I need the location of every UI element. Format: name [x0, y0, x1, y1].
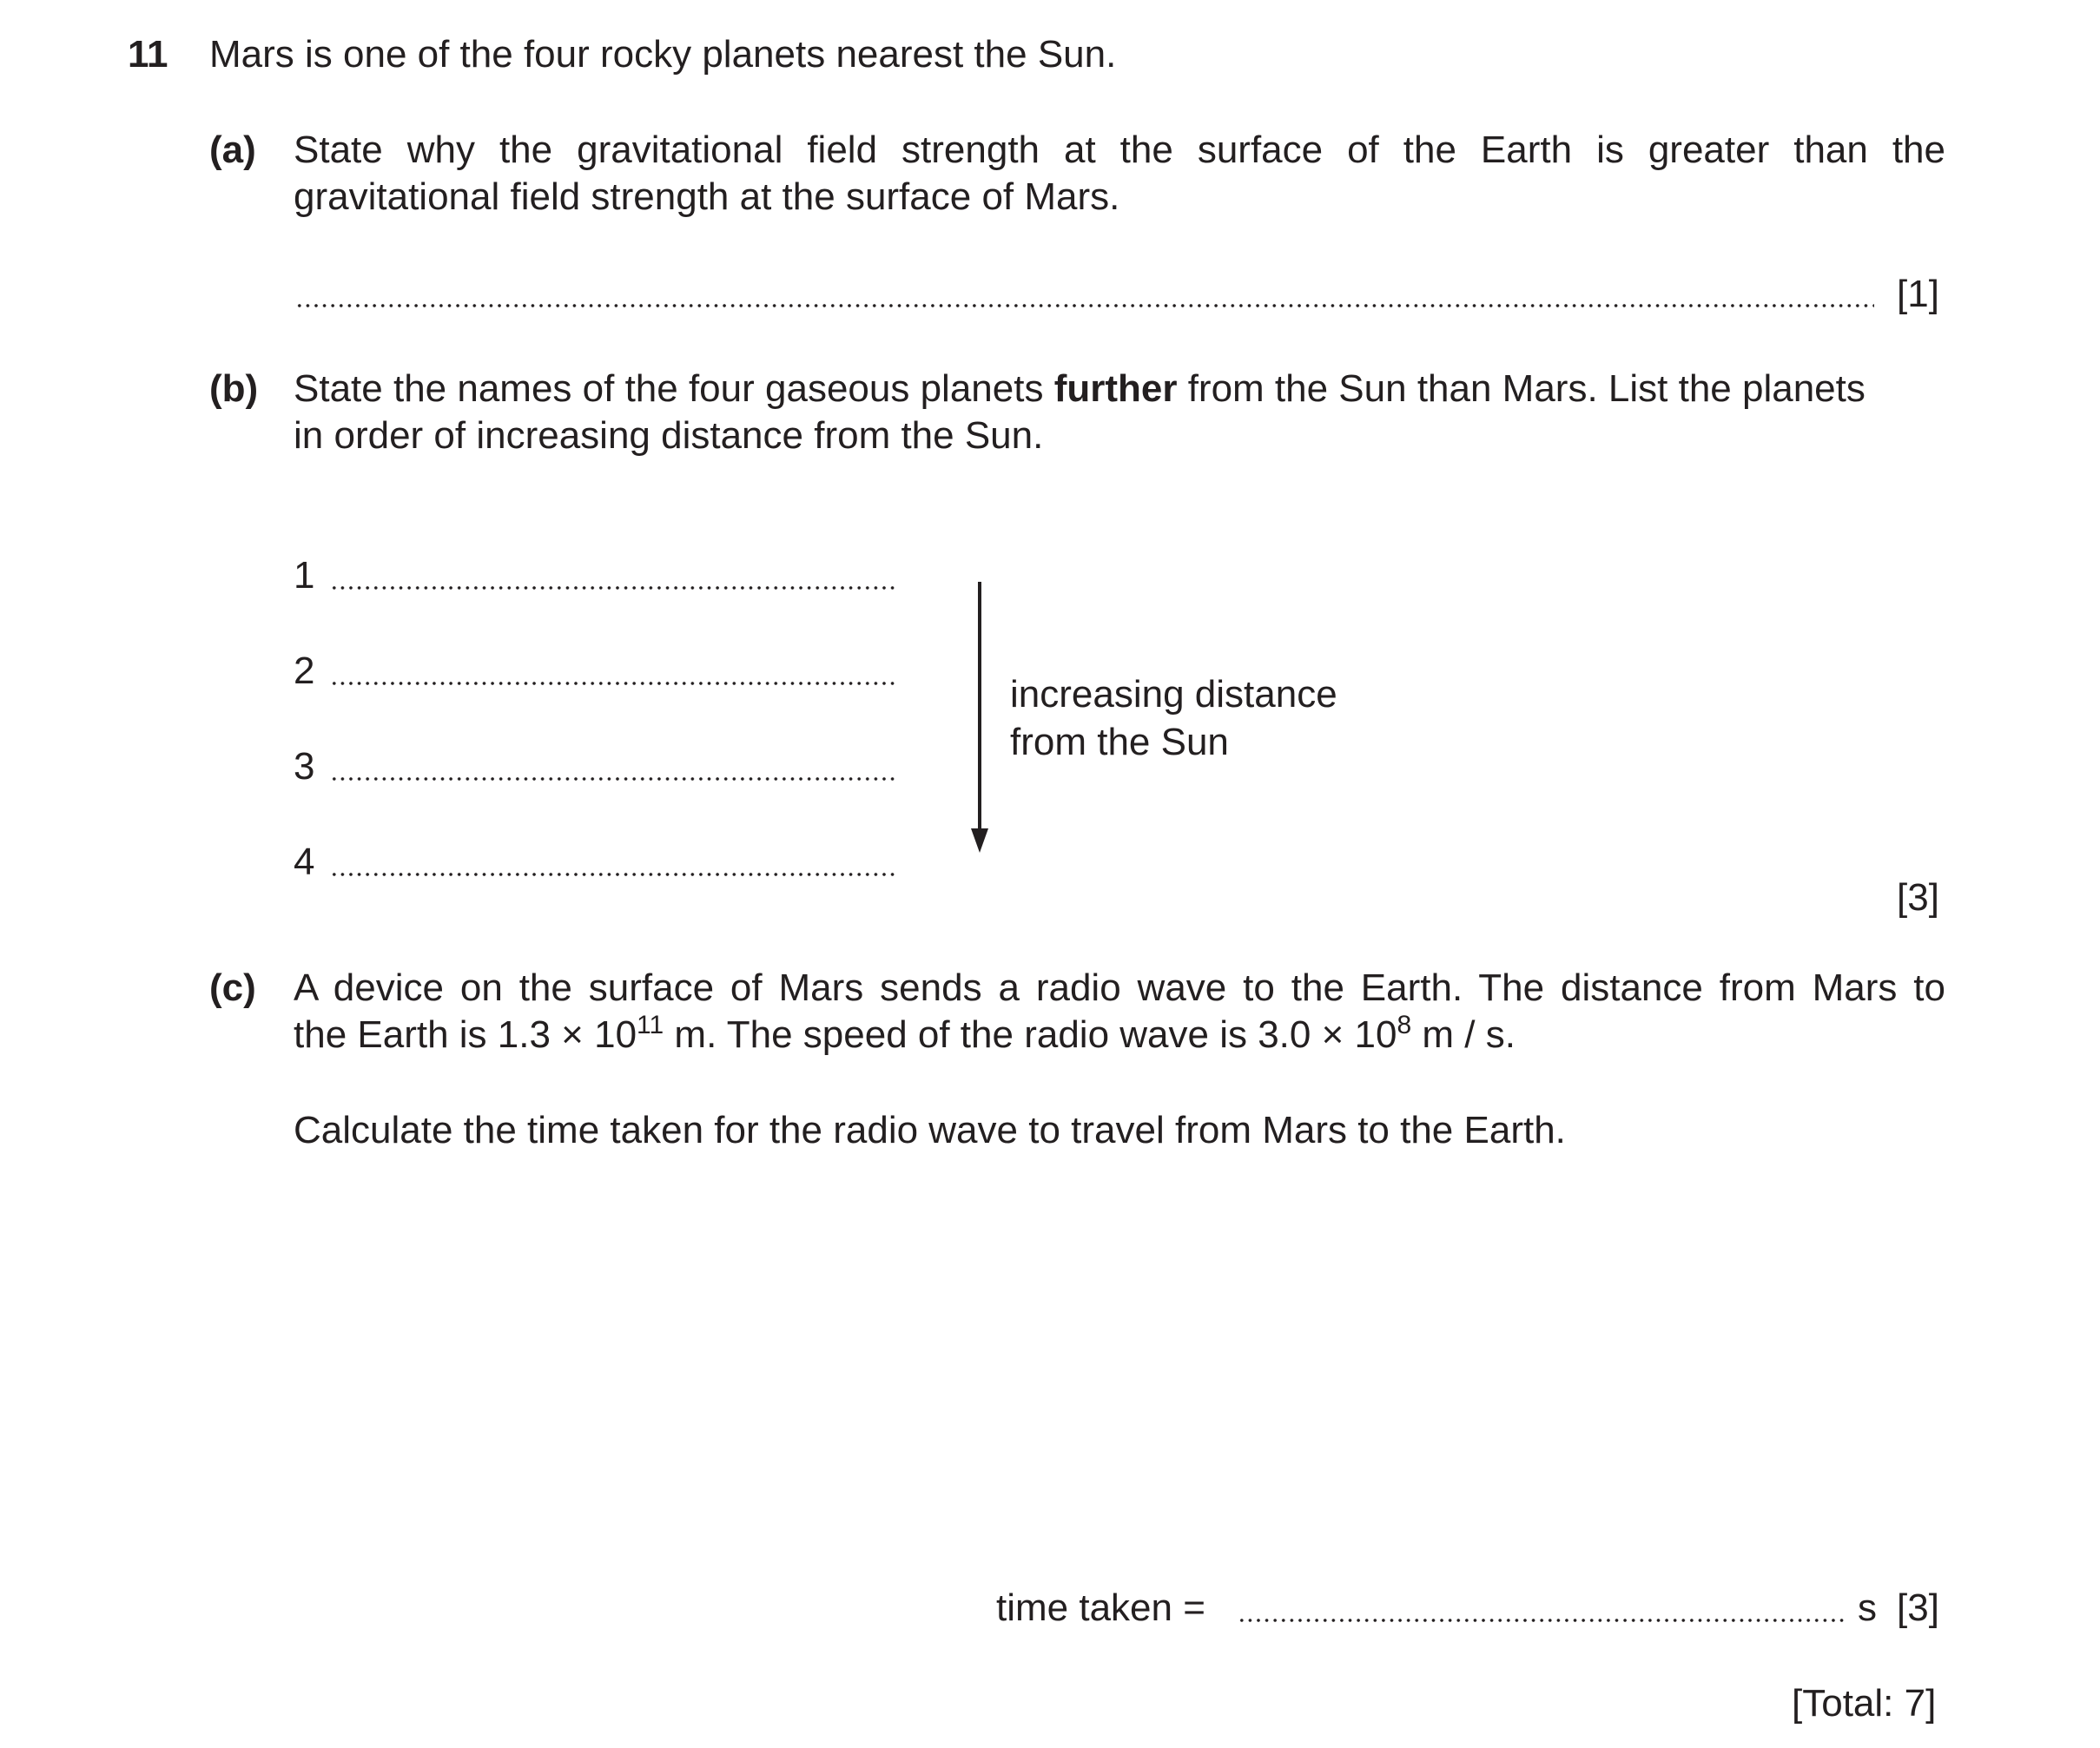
part-b-marks: [3] [1897, 876, 1939, 919]
part-b-answer-line-1[interactable] [330, 586, 896, 590]
down-arrow-icon [959, 580, 1000, 856]
part-b-answer-number-3: 3 [294, 745, 315, 788]
part-b-answer-line-2[interactable] [330, 682, 896, 685]
part-c-question-line2: the Earth is $1.3 \times 10^{11}$ m. The speed of the radio wave is $3.0 \times 10^8$ m / s. [294, 1011, 1516, 1056]
arrow-label-line2: from the Sun [1010, 721, 1229, 763]
part-a-marks: [1] [1897, 273, 1939, 315]
time-taken-answer-line[interactable] [1238, 1619, 1846, 1622]
part-c-question-line1: A device on the surface of Mars sends a radio wave to the Earth. The distance from Mars to [294, 966, 1945, 1009]
part-a-question-line2: gravitational field strength at the surface of Mars. [294, 175, 1120, 218]
total-marks: [Total: 7] [1792, 1682, 1937, 1725]
exponent-distance: 11 [637, 1011, 664, 1039]
time-taken-label: time taken = [996, 1586, 1205, 1629]
part-b-answer-number-4: 4 [294, 841, 315, 883]
question-intro: Mars is one of the four rocky planets nearest the Sun. [209, 33, 1117, 76]
part-b-label: (b) [209, 367, 259, 410]
part-c-instruction: Calculate the time taken for the radio wave to travel from Mars to the Earth. [294, 1109, 1566, 1151]
emphasis-further: further [1053, 367, 1178, 410]
part-b-answer-number-2: 2 [294, 650, 315, 692]
arrow-label-line1: increasing distance [1010, 673, 1337, 716]
part-a-answer-line[interactable] [295, 304, 1874, 307]
part-b-question-line2: in order of increasing distance from the Sun. [294, 414, 1044, 457]
question-number: 11 [128, 33, 168, 76]
part-c-marks: [3] [1897, 1586, 1939, 1629]
part-b-answer-line-4[interactable] [330, 873, 896, 876]
part-c-label: (c) [209, 966, 256, 1009]
time-taken-unit: s [1858, 1586, 1877, 1629]
part-a-label: (a) [209, 129, 256, 171]
part-b-answer-line-3[interactable] [330, 777, 896, 781]
part-b-answer-number-1: 1 [294, 554, 315, 597]
part-b-question-line1: State the names of the four gaseous planets further from the Sun than Mars. List the planets [294, 367, 1866, 410]
exponent-speed: 8 [1397, 1011, 1412, 1039]
part-a-question-line1: State why the gravitational field strength at the surface of the Earth is greater than the [294, 129, 1945, 171]
